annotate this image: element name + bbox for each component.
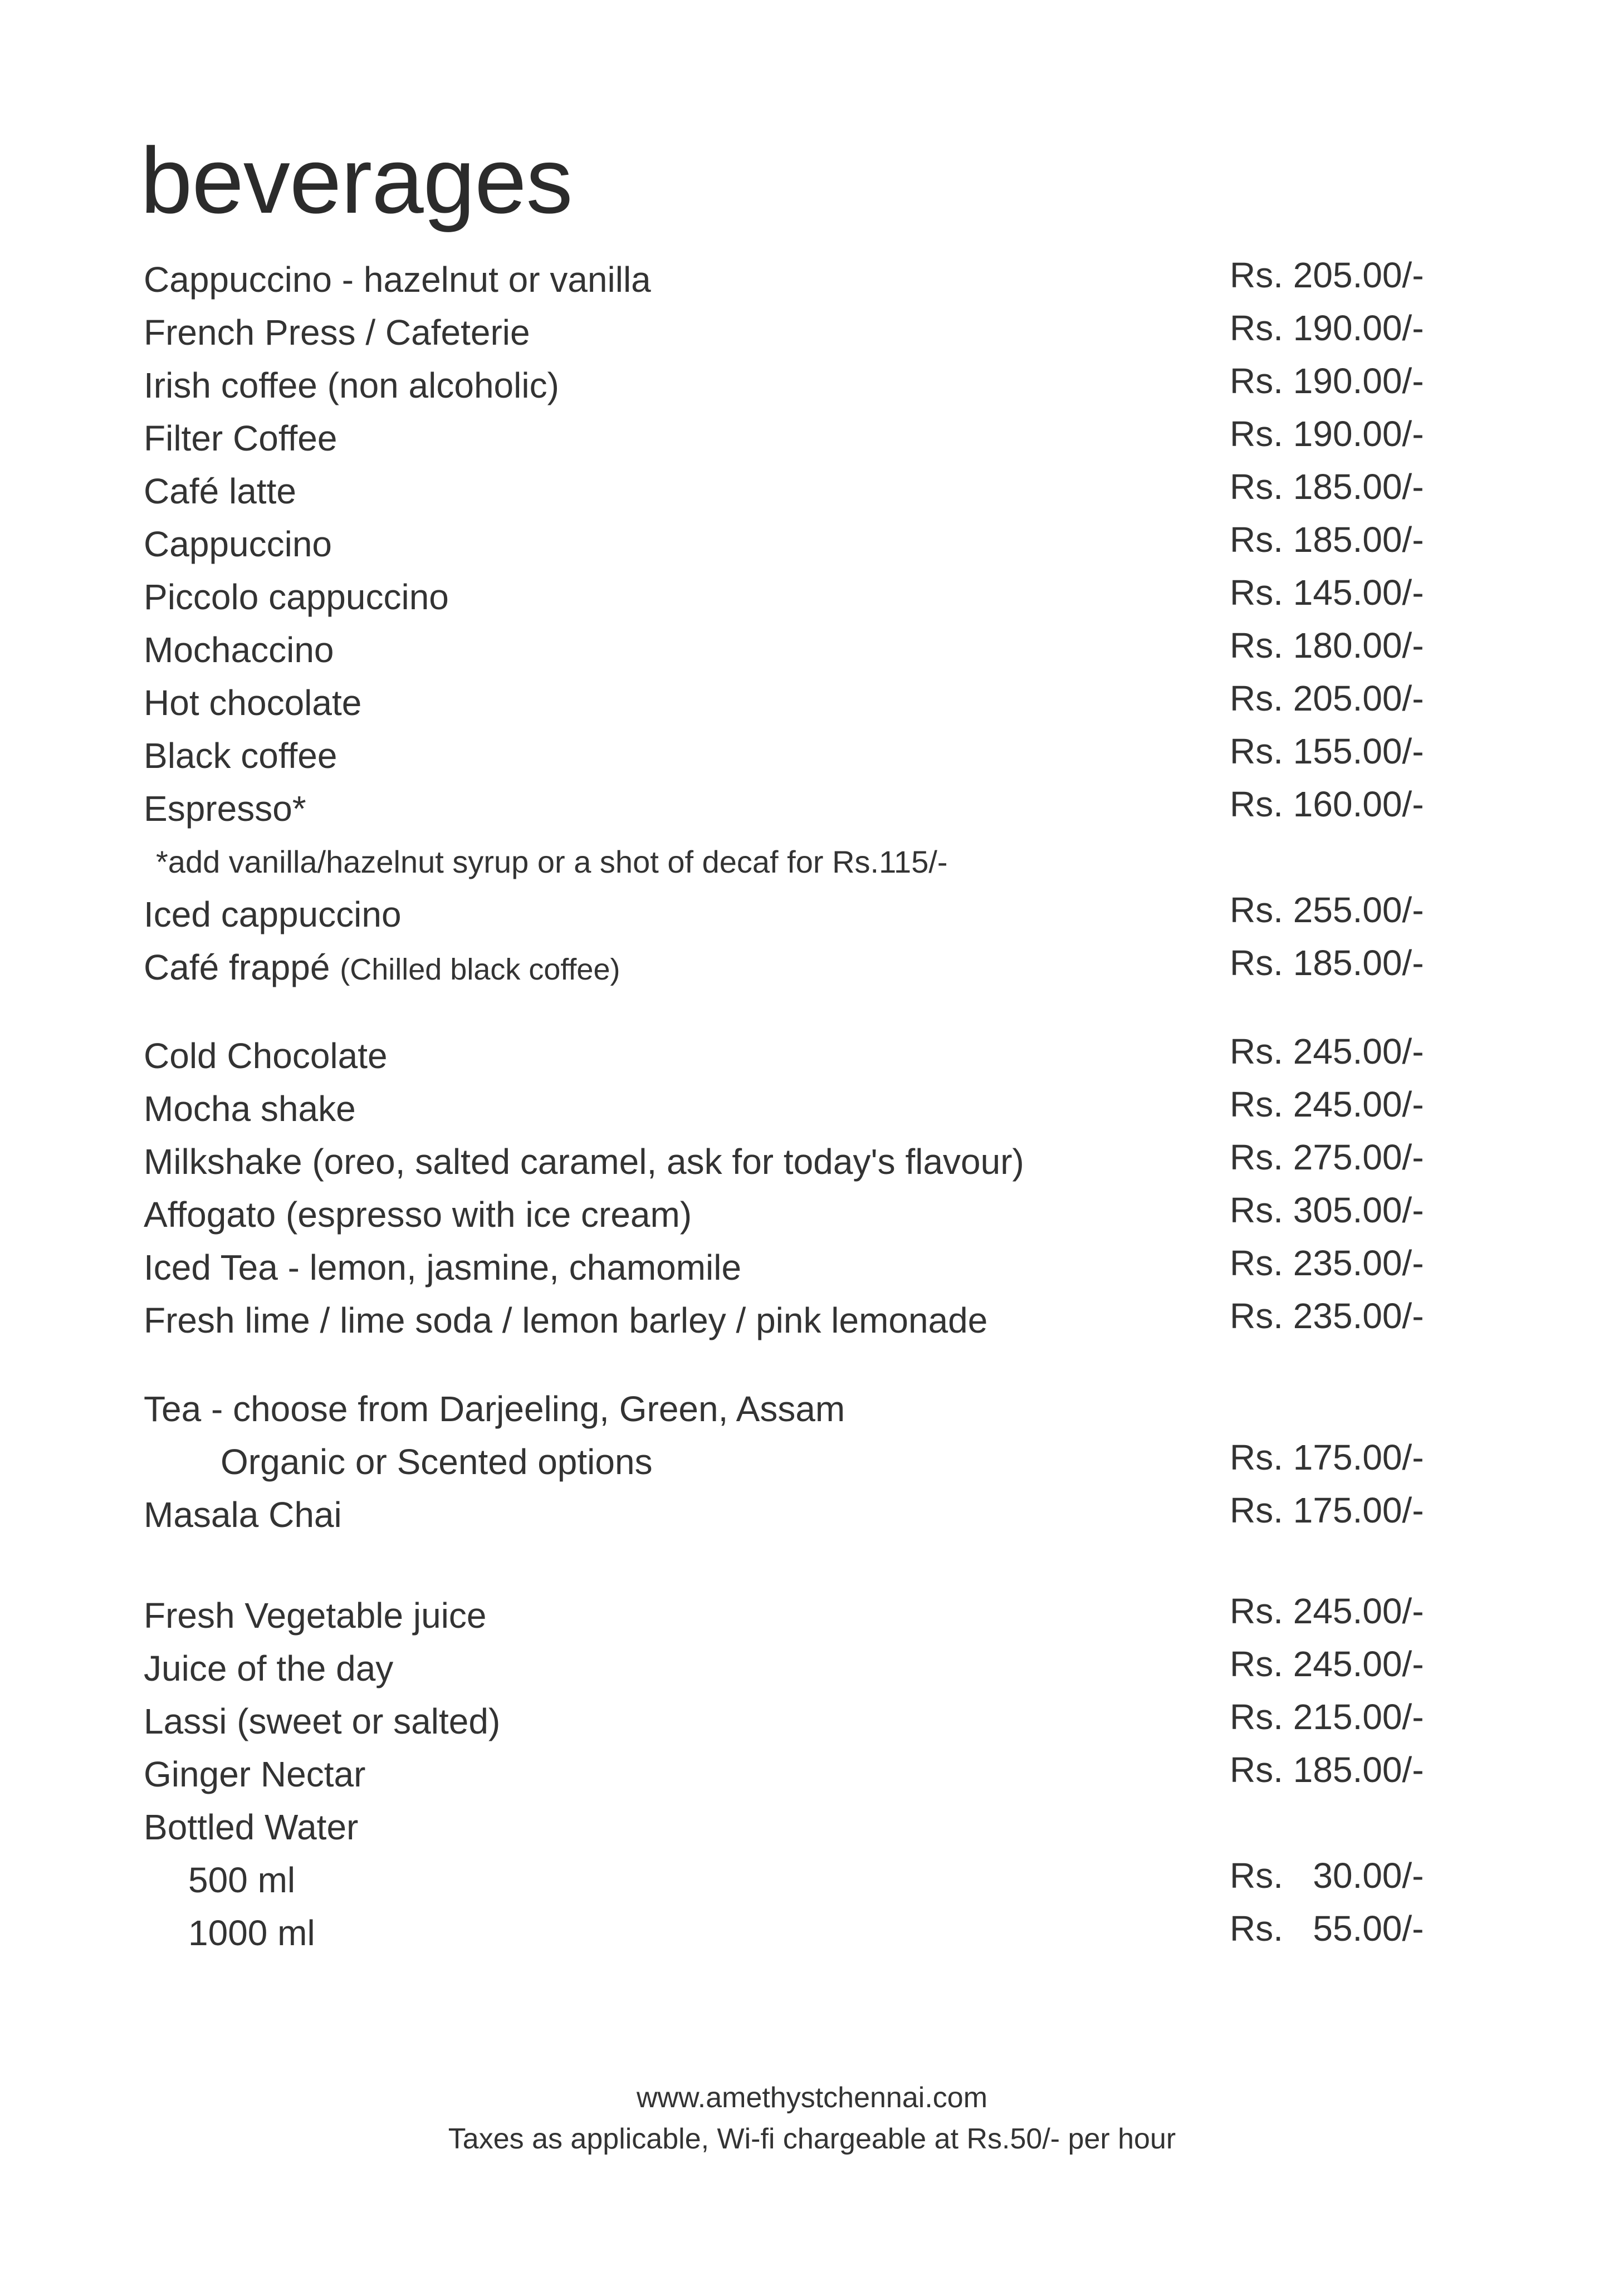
menu-item	[144, 1748, 1447, 1801]
item-price: Rs. 305.00/-	[1230, 1190, 1424, 1230]
menu-item	[144, 1083, 1447, 1135]
item-price: Rs. 190.00/-	[1230, 414, 1424, 454]
item-name: Hot chocolate	[144, 683, 362, 723]
menu-item	[144, 1907, 1447, 1960]
item-price: Rs. 185.00/-	[1230, 1750, 1424, 1790]
item-name: Milkshake (oreo, salted caramel, ask for today's flavour)	[144, 1142, 1024, 1182]
menu-item	[144, 1436, 1447, 1489]
espresso-note: *add vanilla/hazelnut syrup or a shot of decaf for Rs.115/-	[156, 844, 948, 879]
item-price: Rs. 55.00/-	[1230, 1908, 1424, 1949]
section-gap	[144, 994, 1447, 1030]
item-price: Rs. 175.00/-	[1230, 1437, 1424, 1477]
item-name: Cappuccino - hazelnut or vanilla	[144, 260, 651, 300]
menu-item	[144, 1801, 1447, 1854]
item-name: 1000 ml	[188, 1913, 315, 1953]
menu-item	[144, 1642, 1447, 1695]
item-price: Rs. 205.00/-	[1230, 678, 1424, 718]
item-name: Espresso*	[144, 789, 306, 829]
item-price: Rs. 175.00/-	[1230, 1490, 1424, 1530]
item-price: Rs. 160.00/-	[1230, 784, 1424, 824]
item-name: Cold Chocolate	[144, 1036, 388, 1076]
menu-item	[144, 1589, 1447, 1642]
menu-item	[144, 1294, 1447, 1347]
menu-item	[144, 412, 1447, 465]
menu-item	[144, 1135, 1447, 1188]
section-gap	[144, 1347, 1447, 1383]
item-price: Rs. 185.00/-	[1230, 943, 1424, 983]
item-name: Affogato (espresso with ice cream)	[144, 1195, 692, 1235]
item-price: Rs. 30.00/-	[1230, 1856, 1424, 1896]
menu-item	[144, 306, 1447, 359]
item-price: Rs. 235.00/-	[1230, 1296, 1424, 1336]
item-name	[144, 941, 620, 996]
item-price: Rs. 155.00/-	[1230, 731, 1424, 771]
menu-item	[144, 253, 1447, 306]
menu-item	[144, 1241, 1447, 1294]
item-name: French Press / Cafeterie	[144, 312, 530, 353]
item-name: Organic or Scented options	[221, 1442, 653, 1482]
item-name: Ginger Nectar	[144, 1754, 366, 1794]
item-price: Rs. 245.00/-	[1230, 1644, 1424, 1684]
item-price: Rs. 190.00/-	[1230, 361, 1424, 401]
menu-item	[144, 677, 1447, 730]
item-name: Tea - choose from Darjeeling, Green, Assam	[144, 1389, 845, 1429]
menu-item	[144, 1489, 1447, 1541]
item-price: Rs. 255.00/-	[1230, 890, 1424, 930]
item-name: Irish coffee (non alcoholic)	[144, 365, 559, 405]
item-name: Cappuccino	[144, 524, 332, 564]
item-name: Iced cappuccino	[144, 894, 402, 934]
item-name: Café latte	[144, 471, 296, 511]
item-name: 500 ml	[188, 1860, 296, 1900]
item-price: Rs. 185.00/-	[1230, 520, 1424, 560]
item-price: Rs. 190.00/-	[1230, 308, 1424, 348]
menu-item	[144, 359, 1447, 412]
item-price: Rs. 185.00/-	[1230, 467, 1424, 507]
item-price: Rs. 180.00/-	[1230, 625, 1424, 665]
menu-item	[144, 941, 1447, 994]
menu-item	[144, 1030, 1447, 1083]
menu-item	[144, 518, 1447, 571]
item-price: Rs. 215.00/-	[1230, 1697, 1424, 1737]
item-name: Black coffee	[144, 736, 337, 776]
item-name: Mocha shake	[144, 1089, 356, 1129]
item-name-main: Café frappé	[144, 947, 330, 987]
menu-item	[144, 730, 1447, 782]
footer-website: www.amethystchennai.com	[636, 2082, 988, 2114]
item-name-suffix: (Chilled black coffee)	[340, 953, 620, 986]
footer	[0, 2077, 1624, 2160]
menu-item	[144, 465, 1447, 518]
item-name: Fresh lime / lime soda / lemon barley / pink lemonade	[144, 1300, 988, 1340]
menu-item	[144, 888, 1447, 941]
item-price: Rs. 275.00/-	[1230, 1137, 1424, 1177]
item-price: Rs. 245.00/-	[1230, 1591, 1424, 1631]
item-name: Fresh Vegetable juice	[144, 1595, 487, 1636]
page-title: beverages	[140, 128, 573, 233]
item-name: Lassi (sweet or salted)	[144, 1701, 501, 1741]
footer-note: Taxes as applicable, Wi-fi chargeable at Rs.50/- per hour	[448, 2123, 1176, 2155]
menu-item	[144, 1695, 1447, 1748]
item-price: Rs. 245.00/-	[1230, 1084, 1424, 1124]
item-name: Juice of the day	[144, 1648, 394, 1688]
menu-item	[144, 1188, 1447, 1241]
item-price: Rs. 145.00/-	[1230, 572, 1424, 613]
menu-list	[144, 253, 1447, 1960]
section-gap	[144, 1541, 1447, 1589]
item-price: Rs. 245.00/-	[1230, 1031, 1424, 1071]
item-name: Masala Chai	[144, 1495, 342, 1535]
item-price: Rs. 235.00/-	[1230, 1243, 1424, 1283]
menu-item	[144, 1383, 1447, 1436]
item-name: Filter Coffee	[144, 418, 337, 458]
item-name: Iced Tea - lemon, jasmine, chamomile	[144, 1247, 742, 1288]
menu-item	[144, 1854, 1447, 1907]
item-name: Piccolo cappuccino	[144, 577, 449, 617]
menu-item	[144, 571, 1447, 624]
item-name: Mochaccino	[144, 630, 334, 670]
item-name: Bottled Water	[144, 1807, 359, 1847]
item-price: Rs. 205.00/-	[1230, 255, 1424, 295]
menu-item	[144, 782, 1447, 835]
menu-item	[144, 624, 1447, 677]
